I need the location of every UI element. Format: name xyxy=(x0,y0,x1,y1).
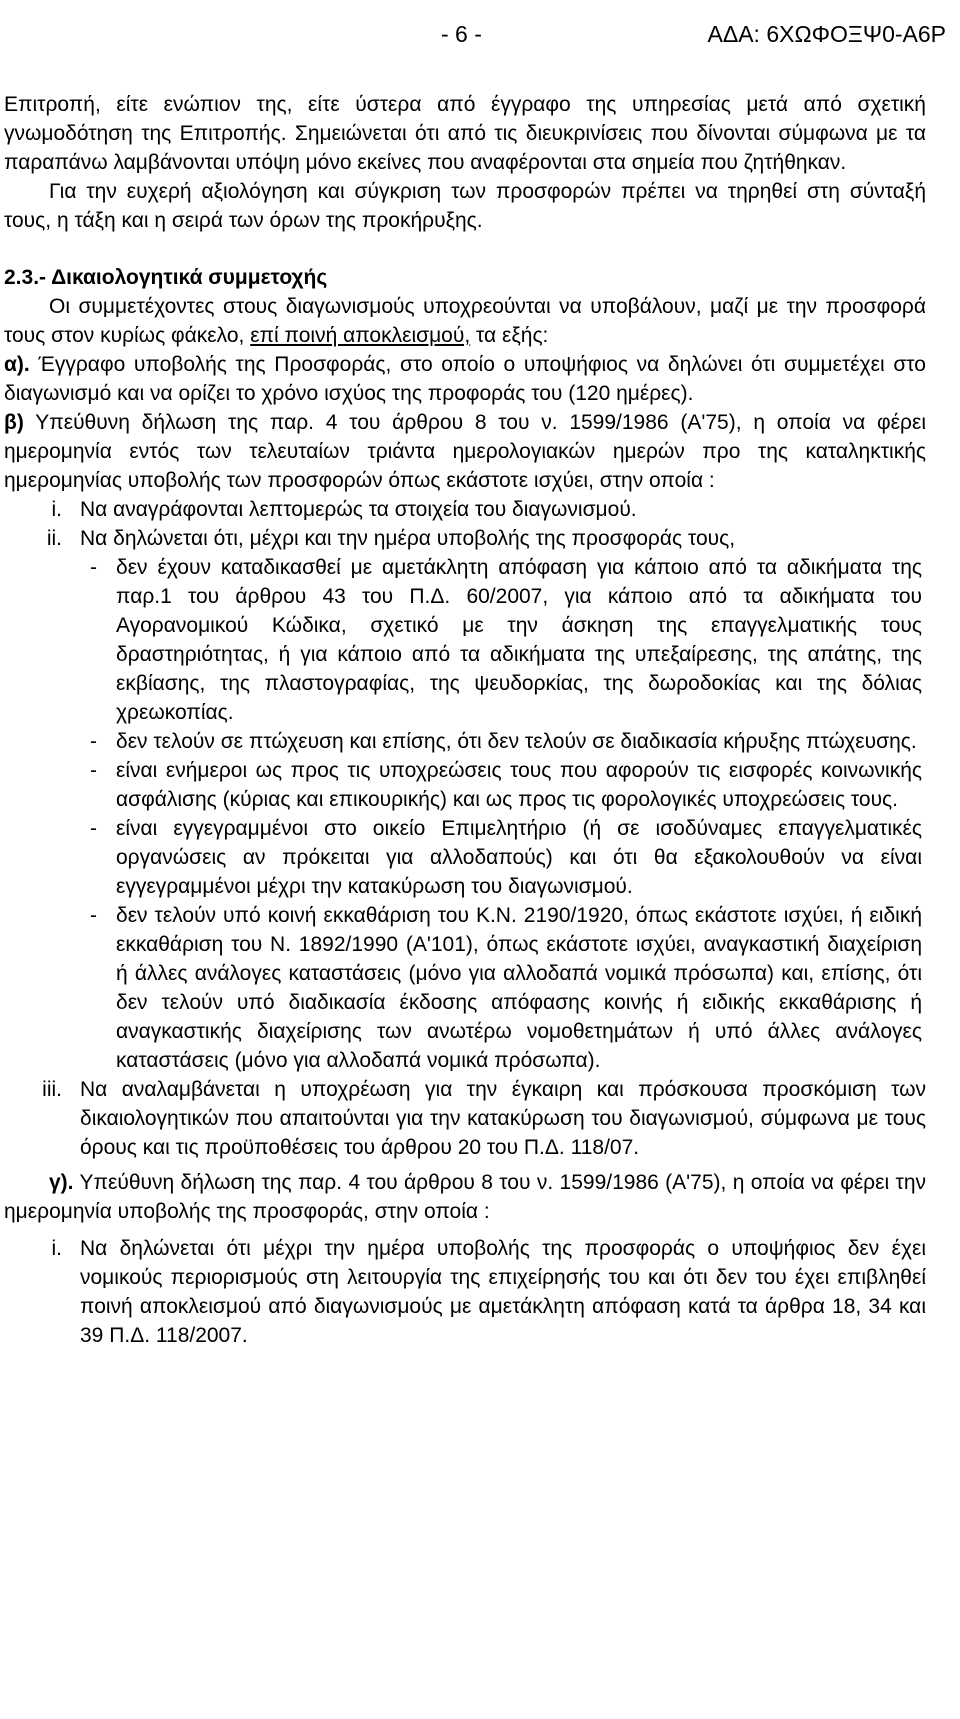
dash-item-text: δεν τελούν υπό κοινή εκκαθάριση του Κ.Ν. 2190/1920, όπως εκάστοτε ισχύει, ή ειδική εκκαθάριση του Ν. 1892/1990 (Α'101), όπως εκάστοτε ισχύει, αναγκαστική διαχείριση ή άλλες ανάλογες καταστάσεις (μόνο για αλλοδαπά νομικά πρόσωπα) και, επίσης, ότι δεν τελούν υπό διαδικασία έκδοσης απόφασης κοινής ή ειδικής εκκαθάρισης ή αναγκαστικής διαχείρισης των ανωτέρω νομοθετημάτων ή υπό άλλες ανάλογες καταστάσεις (μόνο για αλλοδαπά νομικά πρόσωπα). xyxy=(116,904,922,1072)
dash-item xyxy=(80,901,926,1075)
ada-code: ΑΔΑ: 6ΧΩΦΟΞΨ0-Α6Ρ xyxy=(707,21,946,47)
item-a xyxy=(4,350,926,408)
section-title: 2.3.- Δικαιολογητικά συμμετοχής xyxy=(4,266,328,289)
dash-item xyxy=(80,756,926,814)
list-item-text: Να αναγράφονται λεπτομερώς τα στοιχεία του διαγωνισμού. xyxy=(80,498,637,521)
dash-mark: - xyxy=(90,817,97,840)
dash-item xyxy=(80,814,926,901)
item-a-label: α). xyxy=(4,353,30,376)
page-number: - 6 - xyxy=(441,21,482,47)
list-item xyxy=(4,1234,926,1350)
dash-mark: - xyxy=(90,730,97,753)
item-c xyxy=(4,1168,926,1226)
list-item-number: i. xyxy=(51,498,62,521)
item-c-text: Υπεύθυνη δήλωση της παρ. 4 του άρθρου 8 του ν. 1599/1986 (Α'75), η οποία να φέρει την ημερομηνία υποβολής της προσφοράς, στην οποία : xyxy=(4,1171,926,1223)
item-b-label: β) xyxy=(4,411,24,434)
dash-item-text: είναι ενήμεροι ως προς τις υποχρεώσεις τους που αφορούν τις εισφορές κοινωνικής ασφάλισης (κύριας και επικουρικής) και ως προς τις φορολογικές υποχρεώσεις τους. xyxy=(116,759,922,811)
item-a-text: Έγγραφο υποβολής της Προσφοράς, στο οποίο ο υποψήφιος να δηλώνει ότι συμμετέχει στο διαγωνισμό και να ορίζει το χρόνο ισχύος της προφοράς του (120 ημέρες). xyxy=(4,353,926,405)
list-item-number: ii. xyxy=(46,527,62,550)
dash-mark: - xyxy=(90,556,97,579)
section-intro-text: Οι συμμετέχοντες στους διαγωνισμούς υποχρεούνται να υποβάλουν, μαζί με την προσφορά τους στον κυρίως φάκελο, xyxy=(4,295,926,347)
dash-item-text: δεν έχουν καταδικασθεί με αμετάκλητη απόφαση για κάποιο από τα αδικήματα της παρ.1 του άρθρου 43 του Π.Δ. 60/2007, για κάποιο από τα αδικήματα του Αγορανομικού Κώδικα, σχετικό με την άσκηση της επαγγελματικής τους δραστηριότητας, ή για κάποιο από τα αδικήματα της υπεξαίρεσης, της απάτης, της εκβίασης, της πλαστογραφίας, της ψευδορκίας, της δωροδοκίας και της δόλιας χρεωκοπίας. xyxy=(116,556,922,724)
list-item xyxy=(4,1075,926,1162)
intro-paragraph-2: Για την ευχερή αξιολόγηση και σύγκριση των προσφορών πρέπει να τηρηθεί στη σύνταξή τους, η τάξη και η σειρά των όρων της προκήρυξης. xyxy=(4,180,926,232)
dash-item-text: είναι εγγεγραμμένοι στο οικείο Επιμελητήριο (ή σε ισοδύναμες επαγγελματικές οργανώσεις αν πρόκειται για αλλοδαπούς) και ότι θα εξακολουθούν να είναι εγγεγραμμένοι μέχρι την κατακύρωση του διαγωνισμού. xyxy=(116,817,922,898)
section-intro xyxy=(4,292,926,350)
item-b xyxy=(4,408,926,495)
dash-item-text: δεν τελούν σε πτώχευση και επίσης, ότι δεν τελούν σε διαδικασία κήρυξης πτώχευσης. xyxy=(116,730,917,753)
list-item-text: Να δηλώνεται ότι, μέχρι και την ημέρα υποβολής της προσφοράς τους, xyxy=(80,527,736,550)
list-item xyxy=(4,495,926,524)
section-intro-end: τα εξής: xyxy=(470,324,549,347)
list-item-number: i. xyxy=(51,1237,62,1260)
dash-item xyxy=(80,553,926,727)
list-item xyxy=(4,524,926,553)
list-item-text: Να δηλώνεται ότι μέχρι την ημέρα υποβολής της προσφοράς ο υποψήφιος δεν έχει νομικούς περιορισμούς στη λειτουργία της επιχείρησής του και ότι δεν του έχει επιβληθεί ποινή αποκλεισμού από διαγωνισμούς με αμετάκλητη απόφαση κατά τα άρθρα 18, 34 και 39 Π.Δ. 118/2007. xyxy=(80,1237,926,1347)
intro-paragraph: Επιτροπή, είτε ενώπιον της, είτε ύστερα από έγγραφο της υπηρεσίας μετά από σχετική γνωμοδότηση της Επιτροπής. Σημειώνεται ότι από τις διευκρινίσεις που δίνονται σύμφωνα με τα παραπάνω λαμβάνονται υπόψη μόνο εκείνες που αναφέρονται στα σημεία που ζητήθηκαν. xyxy=(4,93,926,174)
item-b-text: Υπεύθυνη δήλωση της παρ. 4 του άρθρου 8 του ν. 1599/1986 (Α'75), η οποία να φέρει ημερομηνία εντός των τελευταίων τριάντα ημερολογιακών ημερών προ της καταληκτικής ημερομηνίας υποβολής των προσφορών όπως εκάστοτε ισχύει, στην οποία : xyxy=(4,411,926,492)
exclusion-penalty-text: επί ποινή αποκλεισμού, xyxy=(250,324,471,347)
item-c-label: γ). xyxy=(49,1171,74,1194)
dash-item xyxy=(80,727,926,756)
list-item-number: iii. xyxy=(42,1078,62,1101)
list-item-text: Να αναλαμβάνεται η υποχρέωση για την έγκαιρη και πρόσκουσα προσκόμιση των δικαιολογητικών που απαιτούνται για την κατακύρωση του διαγωνισμού, σύμφωνα με τους όρους και τις προϋποθέσεις του άρθρου 20 του Π.Δ. 118/07. xyxy=(80,1078,926,1159)
dash-mark: - xyxy=(90,759,97,782)
document-body xyxy=(4,90,926,1350)
dash-mark: - xyxy=(90,904,97,927)
